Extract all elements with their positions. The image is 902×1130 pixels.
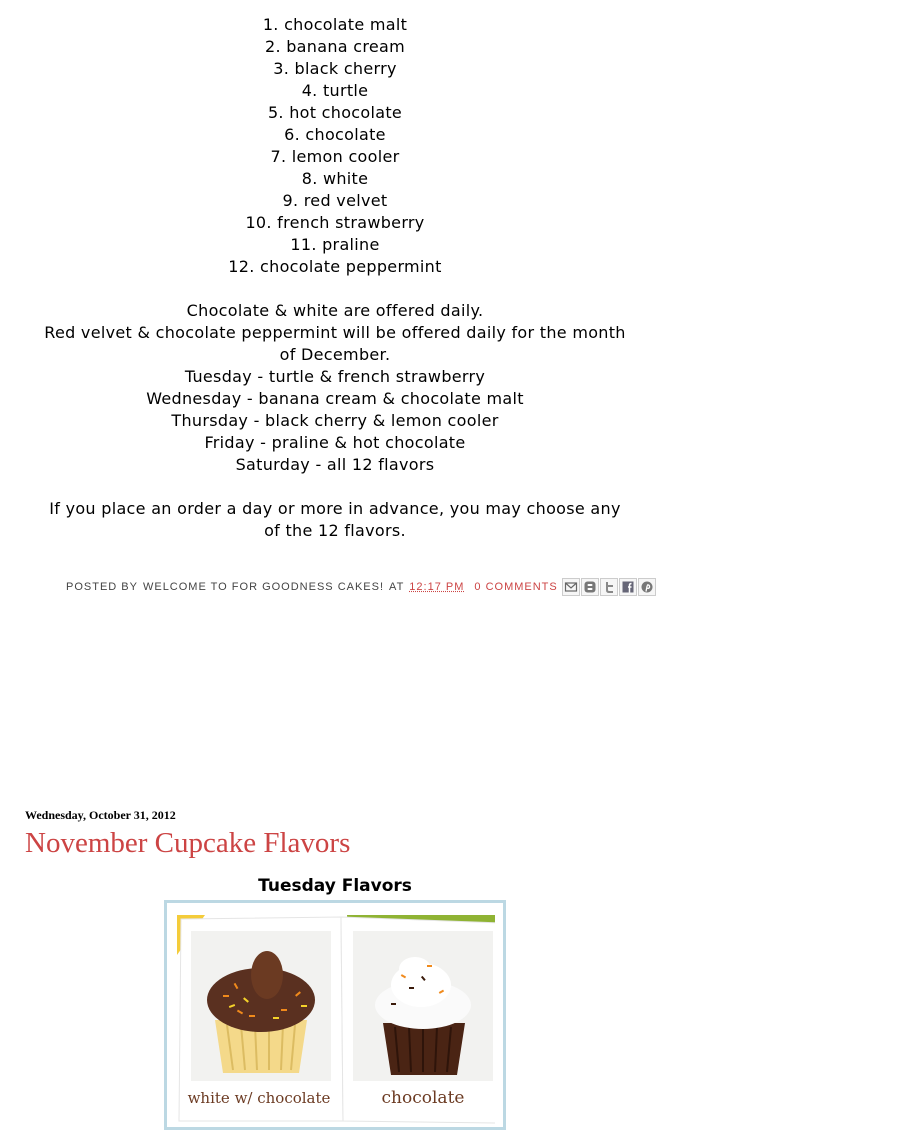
- twitter-icon[interactable]: [600, 578, 618, 596]
- flavor-item: 9. red velvet: [282, 191, 388, 210]
- post-title-link[interactable]: November Cupcake Flavors: [25, 827, 351, 859]
- cupcake-photo[interactable]: [164, 900, 506, 1130]
- pinterest-icon[interactable]: [638, 578, 656, 596]
- flavor-item: 8. white: [301, 169, 369, 188]
- comments-link[interactable]: 0 COMMENTS: [474, 581, 558, 593]
- flavor-item: 2. banana cream: [264, 37, 406, 56]
- at-label: AT: [389, 581, 405, 593]
- flavor-item: 3. black cherry: [273, 59, 397, 78]
- cupcake-image: [177, 915, 495, 1125]
- flavor-item: 1. chocolate malt: [262, 15, 408, 34]
- author-name: WELCOME TO FOR GOODNESS CAKES!: [142, 581, 385, 593]
- schedule-line: of December.: [279, 345, 391, 364]
- post-body: [25, 14, 645, 542]
- schedule-line: Friday - praline & hot chocolate: [204, 433, 466, 452]
- schedule-line: Wednesday - banana cream & chocolate malt: [146, 389, 524, 408]
- schedule-line: Thursday - black cherry & lemon cooler: [171, 411, 499, 430]
- flavor-item: 5. hot chocolate: [267, 103, 403, 122]
- advance-note: If you place an order a day or more in advance, you may choose any: [49, 499, 621, 518]
- posted-by-label: POSTED BY: [66, 581, 138, 593]
- left-caption: white w/ chocolate: [187, 1089, 331, 1107]
- date-header: Wednesday, October 31, 2012: [25, 808, 176, 822]
- schedule-line: Chocolate & white are offered daily.: [186, 301, 484, 320]
- right-caption: chocolate: [381, 1088, 465, 1108]
- schedule-line: Red velvet & chocolate peppermint will be offered daily for the month: [44, 323, 626, 342]
- flavor-item: 12. chocolate peppermint: [228, 257, 442, 276]
- schedule-line: Tuesday - turtle & french strawberry: [184, 367, 486, 386]
- email-icon[interactable]: [562, 578, 580, 596]
- timestamp-link[interactable]: 12:17 PM: [409, 581, 465, 593]
- flavor-item: 7. lemon cooler: [270, 147, 400, 166]
- flavor-item: 4. turtle: [301, 81, 369, 100]
- post-footer: [66, 577, 657, 597]
- schedule-line: Saturday - all 12 flavors: [235, 455, 435, 474]
- post-subheading: Tuesday Flavors: [258, 876, 412, 896]
- flavor-item: 10. french strawberry: [245, 213, 425, 232]
- share-buttons: [562, 578, 657, 596]
- blogthis-icon[interactable]: [581, 578, 599, 596]
- facebook-icon[interactable]: [619, 578, 637, 596]
- flavor-item: 6. chocolate: [284, 125, 386, 144]
- flavor-item: 11. praline: [290, 235, 380, 254]
- advance-note: of the 12 flavors.: [264, 521, 406, 540]
